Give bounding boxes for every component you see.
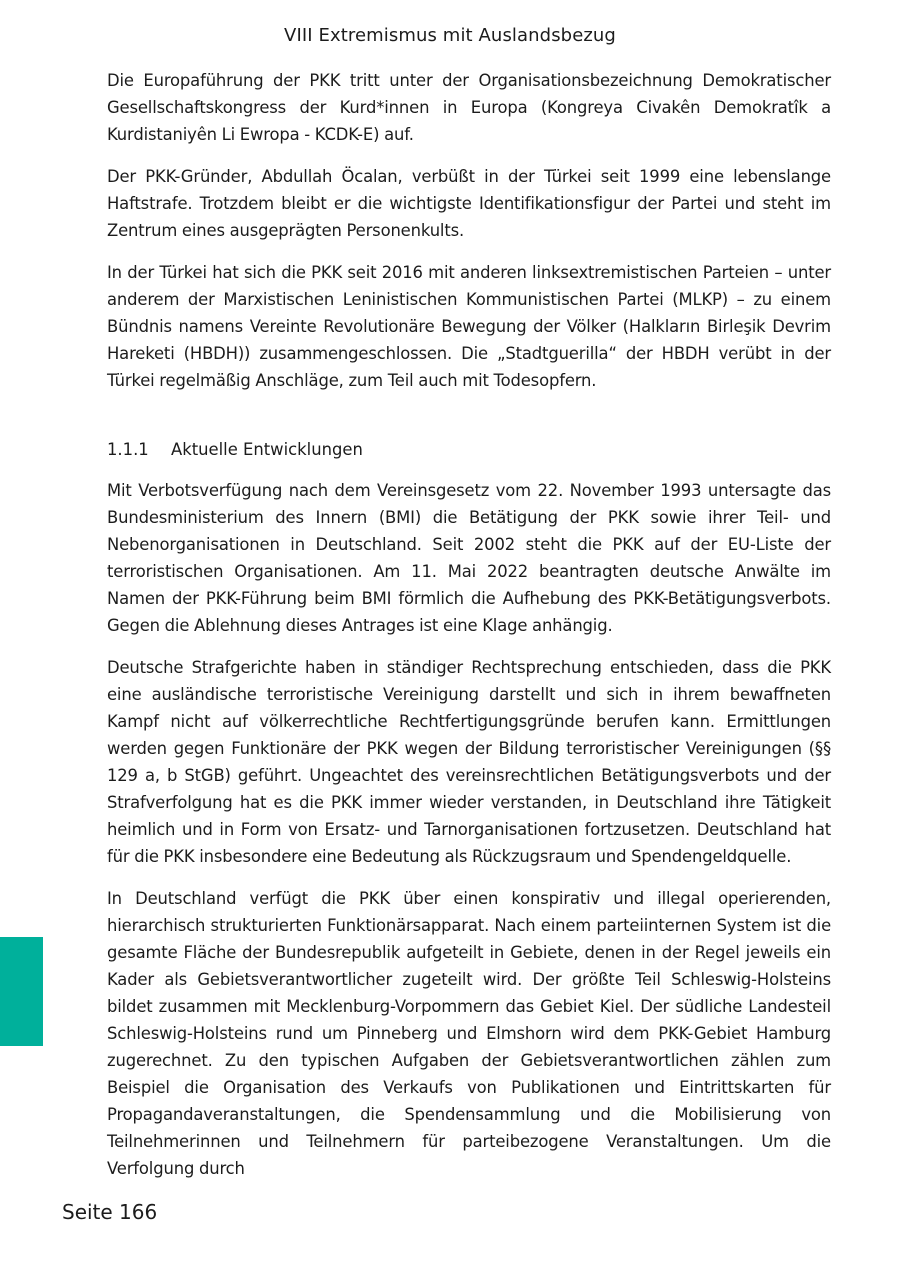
paragraph-ocalan: Der PKK-Gründer, Abdullah Öcalan, verbüßt in der Türkei seit 1999 eine lebenslange Haftstrafe. Trotzdem bleibt er die wichtigste Identifikationsfigur der Partei und steht im Zentrum eines ausgeprägten Personenkults. bbox=[107, 167, 831, 240]
paragraph-strafgerichte: Deutsche Strafgerichte haben in ständiger Rechtsprechung entschieden, dass die PKK eine ausländische terroristische Vereinigung darstellt und sich in ihrem bewaffneten Kampf nicht auf völkerrechtliche Rechtfertigungsgründe berufen kann. Ermittlungen werden gegen Funktionäre der PKK wegen der Bildung terroristischer Vereinigungen (§§ 129 a, b StGB) geführt. Ungeachtet des vereinsrechtlichen Betätigungsverbots und der Strafverfolgung hat es die PKK immer wieder verstanden, in Deutschland ihre Tätigkeit heimlich und in Form von Ersatz- und Tarnorganisationen fortzusetzen. Deutschland hat für die PKK insbesondere eine Bedeutung als Rückzugsraum und Spendengeldquelle. bbox=[107, 658, 831, 866]
page-number: Seite 166 bbox=[62, 1200, 158, 1224]
section-title: Aktuelle Entwicklungen bbox=[171, 440, 363, 459]
chapter-header: VIII Extremismus mit Auslandsbezug bbox=[284, 25, 616, 46]
paragraph-hbdh: In der Türkei hat sich die PKK seit 2016 mit anderen linksextremistischen Parteien – unter anderem der Marxistischen Leninistischen Kommunistischen Partei (MLKP) – zu einem Bündnis namens Vereinte Revolutionäre Bewegung der Völker (Halkların Birleşik Devrim Hareketi (HBDH)) zusammengeschlossen. Die „Stadtguerilla“ der HBDH verübt in der Türkei regelmäßig Anschläge, zum Teil auch mit Todesopfern. bbox=[107, 263, 831, 390]
paragraph-funktionaersapparat: In Deutschland verfügt die PKK über einen konspirativ und illegal operierenden, hierarchisch strukturierten Funktionärsapparat. Nach einem parteiinternen System ist die gesamte Fläche der Bundesrepublik aufgeteilt in Gebiete, denen in der Regel jeweils ein Kader als Gebietsverantwortlicher zugeteilt wird. Der größte Teil Schleswig-Holsteins bildet zusammen mit Mecklenburg-Vorpommern das Gebiet Kiel. Der südliche Landesteil Schleswig-Holsteins rund um Pinneberg und Elmshorn wird dem PKK-Gebiet Hamburg zugerechnet. Zu den typischen Aufgaben der Gebietsverantwortlichen zählen zum Beispiel die Organisation des Verkaufs von Publikationen und Eintrittskarten für Propagandaveranstaltungen, die Spendensammlung und die Mobilisierung von Teilnehmerinnen und Teilnehmern für parteibezogene Veranstaltungen. Um die Verfolgung durch bbox=[107, 889, 831, 1178]
paragraph-kcdke: Die Europaführung der PKK tritt unter der Organisationsbezeichnung Demokratischer Gesellschaftskongress der Kurd*innen in Europa (Kongreya Civakên Demokratîk a Kurdistaniyên Li Ewropa - KCDK-E) auf. bbox=[107, 71, 831, 144]
page-body bbox=[107, 67, 831, 1182]
section-number: 1.1.1 bbox=[107, 440, 149, 459]
paragraph-verbot: Mit Verbotsverfügung nach dem Vereinsgesetz vom 22. November 1993 untersagte das Bundesministerium des Innern (BMI) die Betätigung der PKK sowie ihrer Teil- und Nebenorganisationen in Deutschland. Seit 2002 steht die PKK auf der EU-Liste der terroristischen Organisationen. Am 11. Mai 2022 beantragten deutsche Anwälte im Namen der PKK-Führung beim BMI förmlich die Aufhebung des PKK-Betätigungsverbots. Gegen die Ablehnung dieses Antrages ist eine Klage anhängig. bbox=[107, 481, 831, 635]
chapter-side-tab bbox=[0, 937, 43, 1046]
section-heading bbox=[107, 436, 831, 463]
